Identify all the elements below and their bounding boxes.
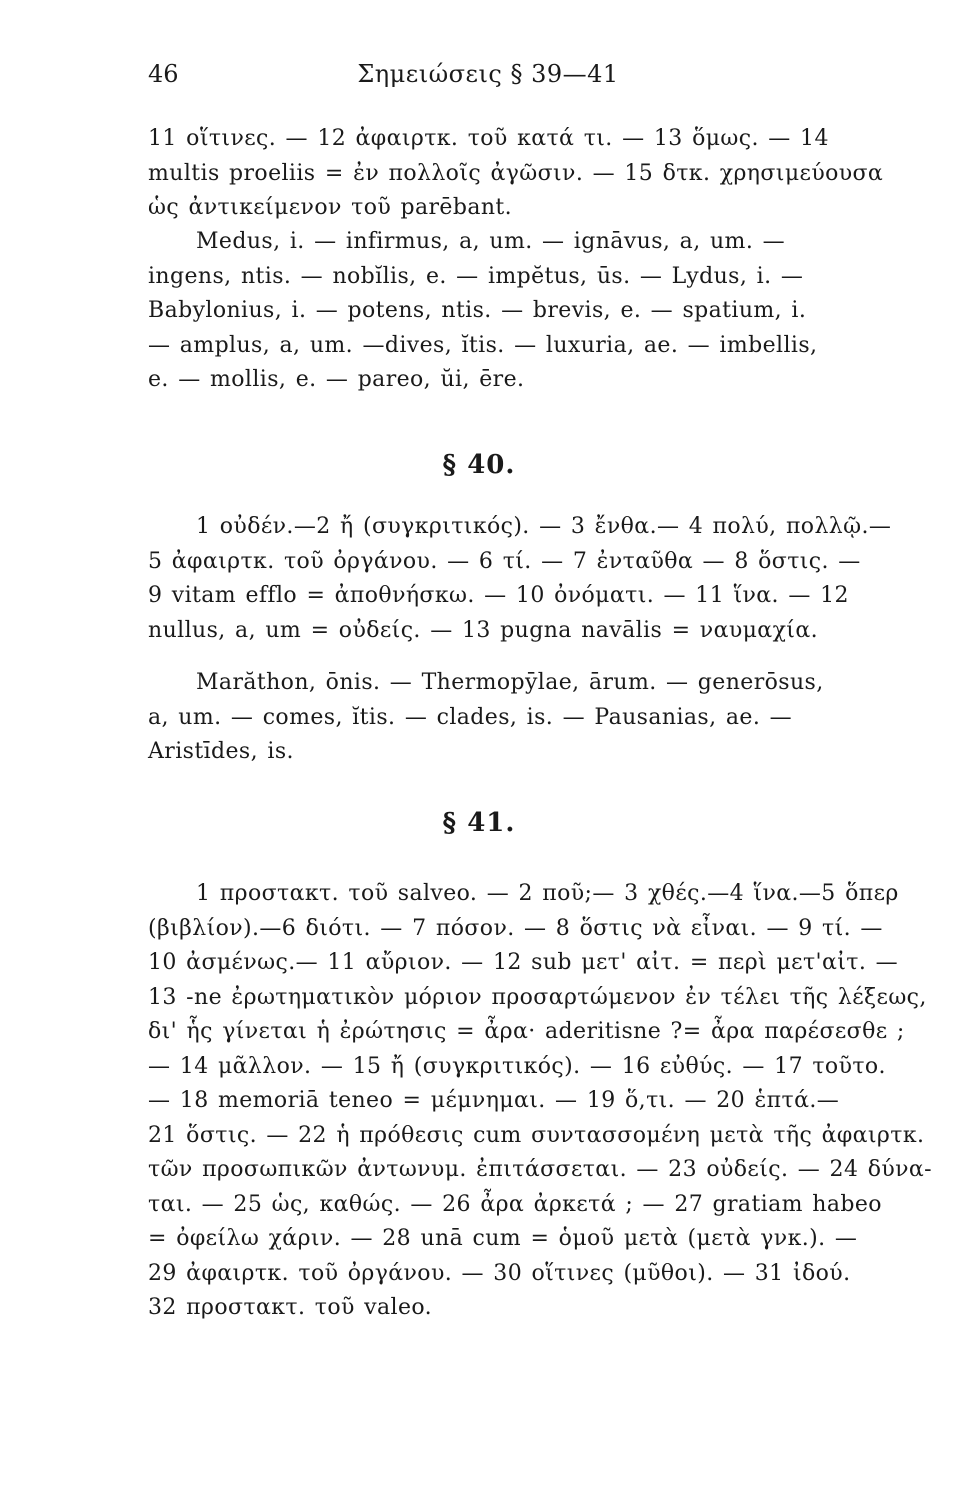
text-line: — 14 μᾶλλον. — 15 ἤ (συγκριτικός). — 16 εὐθύς. — 17 τοῦτο. [148, 1053, 886, 1079]
text-line: Medus, i. — infirmus, a, um. — ignāvus, a, um. — [196, 229, 786, 254]
text-line: nullus, a, um = οὐδείς. — 13 pugna navālis = ναυμαχία. [148, 617, 818, 643]
section-41-notes [148, 877, 933, 1326]
text-line: multis proeliis = ἐν πολλοῖς ἀγῶσιν. — 15 δτκ. χρησιμεύουσα [148, 160, 884, 186]
text-line: 1 οὐδέν.—2 ἤ (συγκριτικός). — 3 ἔνθα.— 4 πολύ, πολλῷ.— [196, 514, 892, 539]
text-line: 10 ἀσμένως.— 11 αὔριον. — 12 sub μετ' αἰτ. = περὶ μετ'αἰτ. — [148, 950, 899, 975]
text-line: ται. — 25 ὡς, καθώς. — 26 ἆρα ἀρκετά ; — 27 gratiam habeo [148, 1191, 882, 1217]
section-40-vocabulary [148, 666, 923, 770]
section-41-heading: § 41. [442, 808, 516, 838]
section-40-heading: § 40. [442, 450, 516, 480]
section-40-notes [148, 510, 923, 648]
text-line: 5 ἀφαιρτκ. τοῦ ὀργάνου. — 6 τί. — 7 ἐνταῦθα — 8 ὅστις. — [148, 548, 861, 574]
text-line: — 18 memoriā teneo = μέμνημαι. — 19 ὅ,τι. — 20 ἑπτά.— [148, 1088, 840, 1113]
text-line: Aristīdes, is. [148, 739, 294, 764]
text-line: Babylonius, i. — potens, ntis. — brevis, e. — spatium, i. [148, 298, 807, 323]
page-number: 46 [148, 60, 179, 88]
text-line: 21 ὅστις. — 22 ἡ πρόθεσις cum συντασσομένη μετὰ τῆς ἀφαιρτκ. [148, 1122, 925, 1148]
running-head: Σημειώσεις § 39—41 [357, 60, 619, 88]
text-line: ὡς ἀντικείμενον τοῦ parēbant. [148, 195, 513, 220]
text-line: ingens, ntis. — nobĭlis, e. — impĕtus, ūs. — Lydus, i. — [148, 263, 804, 289]
text-line: 1 προστακτ. τοῦ salveo. — 2 ποῦ;— 3 χθές.—4 ἵνα.—5 ὅπερ [196, 881, 899, 906]
text-line: Marăthon, ōnis. — Thermopȳlae, ārum. — generōsus, [196, 670, 824, 695]
text-line: δι' ἧς γίνεται ἡ ἐρώτησις = ἆρα· aderitisne ?= ἆρα παρέσεσθε ; [148, 1019, 905, 1044]
text-line: τῶν προσωπικῶν ἀντωνυμ. ἐπιτάσσεται. — 23 οὐδείς. — 24 δύνα- [148, 1157, 933, 1182]
section-39-notes [148, 122, 923, 226]
text-line: 9 vitam efflo = ἀποθνήσκω. — 10 ὀνόματι. — 11 ἵνα. — 12 [148, 583, 849, 608]
text-line: — amplus, a, um. —dives, ĭtis. — luxuria, ae. — imbellis, [148, 332, 818, 358]
text-line: (βιβλίον).—6 διότι. — 7 πόσον. — 8 ὅστις νὰ εἶναι. — 9 τί. — [148, 915, 883, 941]
text-line: 29 ἀφαιρτκ. τοῦ ὀργάνου. — 30 οἵτινες (μῦθοι). — 31 ἰδού. [148, 1260, 851, 1286]
section-39-vocabulary [148, 225, 923, 398]
text-line: 11 οἵτινες. — 12 ἀφαιρτκ. τοῦ κατά τι. — 13 ὅμως. — 14 [148, 126, 829, 151]
text-line: 13 -ne ἐρωτηματικὸν μόριον προσαρτώμενον ἐν τέλει τῆς λέξεως, [148, 984, 927, 1010]
text-line: 32 προστακτ. τοῦ valeo. [148, 1295, 433, 1320]
page-header [148, 60, 828, 92]
text-line: a, um. — comes, ĭtis. — clades, is. — Pausanias, ae. — [148, 704, 793, 730]
text-line: e. — mollis, e. — pareo, ŭi, ēre. [148, 367, 525, 392]
text-line: = ὀφείλω χάριν. — 28 unā cum = ὁμοῦ μετὰ (μετὰ γνκ.). — [148, 1226, 858, 1251]
